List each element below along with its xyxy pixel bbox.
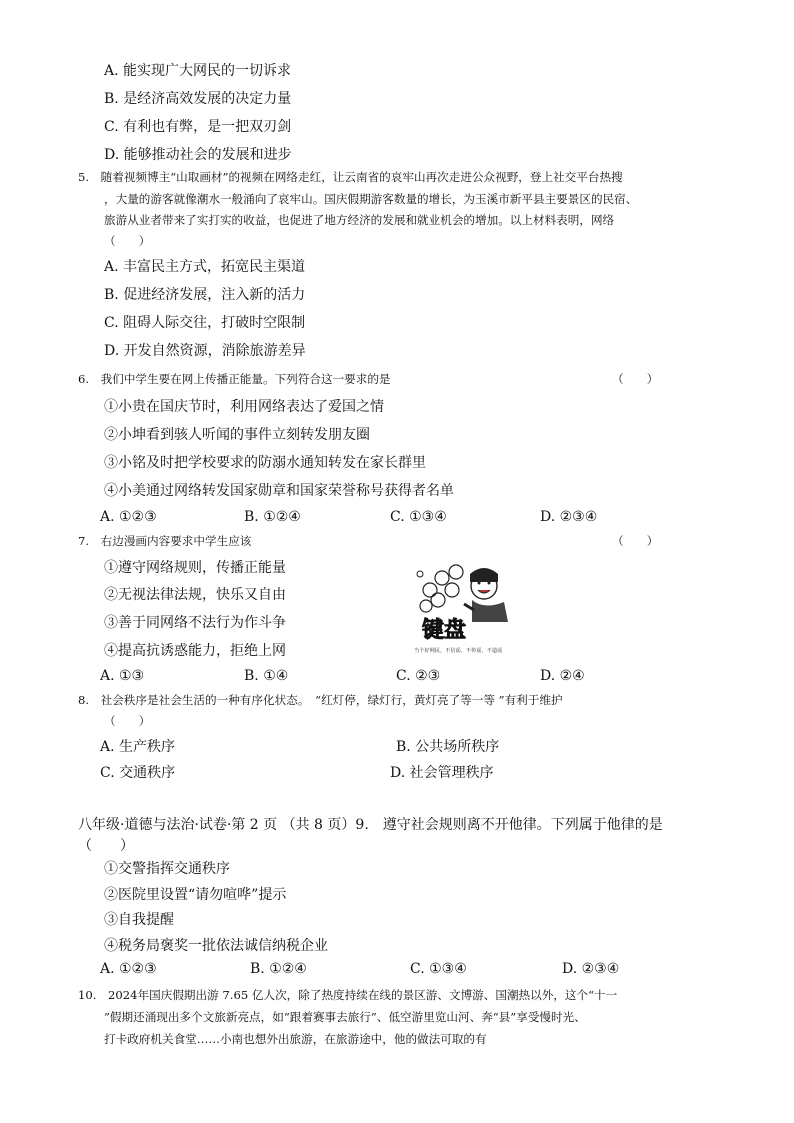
q9-answer-paren: （ ）: [78, 838, 134, 854]
q9-option-b: B. ①②④: [250, 961, 307, 977]
q6-option-b: B. ①②④: [244, 509, 301, 525]
q7-option-a: A. ①③: [100, 668, 145, 684]
q8-option-d: D. 社会管理秩序: [390, 765, 494, 781]
q7-statement-1: ①遵守网络规则，传播正能量: [104, 560, 286, 576]
q8-option-c: C. 交通秩序: [100, 765, 176, 781]
q8-option-b: B. 公共场所秩序: [396, 739, 500, 755]
q4-option-b: B. 是经济高效发展的决定力量: [104, 91, 292, 107]
q6-statement-4: ④小美通过网络转发国家勋章和国家荣誉称号获得者名单: [104, 483, 454, 499]
q8-answer-paren: （ ）: [104, 714, 151, 728]
cartoon-title: 键盘: [422, 618, 467, 643]
q4-option-a: A. 能实现广大网民的一切诉求: [104, 63, 292, 79]
q9-statement-1: ①交警指挥交通秩序: [104, 861, 230, 877]
q5-answer-paren: （ ）: [104, 234, 151, 248]
q7-statement-3: ③善于同网络不法行为作斗争: [104, 615, 286, 631]
q9-statement-3: ③自我提醒: [104, 912, 174, 928]
q9-statement-2: ②医院里设置“请勿喧哗”提示: [104, 887, 287, 903]
q6-answer-paren: （ ）: [612, 372, 659, 386]
q7-option-d: D. ②④: [540, 668, 585, 684]
q7-stem: 7. 右边漫画内容要求中学生应该: [78, 534, 252, 548]
q8-option-a: A. 生产秩序: [100, 739, 176, 755]
q6-statement-2: ②小坤看到骇人听闻的事件立刻转发朋友圈: [104, 427, 370, 443]
q9-statement-4: ④税务局褒奖一批依法诚信纳税企业: [104, 938, 328, 954]
q6-option-c: C. ①③④: [390, 509, 447, 525]
q7-statement-4: ④提高抗诱惑能力，拒绝上网: [104, 643, 286, 659]
q6-statement-3: ③小铭及时把学校要求的防溺水通知转发在家长群里: [104, 455, 426, 471]
q5-option-c: C. 阻碍人际交往，打破时空限制: [104, 315, 306, 331]
q9-option-d: D. ②③④: [562, 961, 620, 977]
q4-option-c: C. 有利也有弊，是一把双刃剑: [104, 119, 292, 135]
q6-option-a: A. ①②③: [100, 509, 157, 525]
q8-stem: 8. 社会秩序是社会生活的一种有序化状态。 “红灯停，绿灯行，黄灯亮了等一等 ”有利于维护: [78, 693, 563, 707]
cartoon-drawing: [412, 560, 516, 656]
q5-option-b: B. 促进经济发展，注入新的活力: [104, 287, 306, 303]
q10-stem-line-2: ”假期还涌现出多个文旅新亮点，如“跟着赛事去旅行”、低空游里览山河、奔“县”享受慢时光、: [104, 1010, 586, 1024]
q5-option-a: A. 丰富民主方式，拓宽民主渠道: [104, 259, 306, 275]
q6-stem: 6. 我们中学生要在网上传播正能量。下列符合这一要求的是: [78, 372, 391, 386]
cartoon-caption: 当个好网民，不信谣，不传谣，不造谣: [414, 648, 503, 654]
q10-stem-line-3: 打卡政府机关食堂……小南也想外出旅游，在旅游途中，他的做法可取的有: [104, 1032, 487, 1046]
q7-answer-paren: （ ）: [612, 534, 659, 548]
q7-option-b: B. ①④: [244, 668, 289, 684]
q4-option-d: D. 能够推动社会的发展和进步: [104, 147, 292, 163]
q5-stem-line-1: 5. 随着视频博主“山取画材”的视频在网络走红，让云南省的哀牢山再次走进公众视野，登上社交平台热搜: [78, 170, 623, 184]
q5-option-d: D. 开发自然资源，消除旅游差异: [104, 343, 306, 359]
q6-option-d: D. ②③④: [540, 509, 598, 525]
q9-option-a: A. ①②③: [100, 961, 157, 977]
q7-statement-2: ②无视法律法规，快乐又自由: [104, 587, 286, 603]
q9-option-c: C. ①③④: [410, 961, 467, 977]
q5-stem-line-3: 旅游从业者带来了实打实的收益，也促进了地方经济的发展和就业机会的增加。以上材料表明，网络: [104, 213, 615, 227]
q10-stem-line-1: 10. 2024年国庆假期出游 7.65 亿人次，除了热度持续在线的景区游、文博游、国潮热以外，这个“十一: [78, 988, 618, 1002]
keyboard-warrior-cartoon: [412, 560, 516, 656]
q9-stem-with-page-footer: 八年级·道德与法治·试卷·第 2 页 （共 8 页）9. 遵守社会规则离不开他律。下列属于他律的是: [78, 817, 663, 833]
q6-statement-1: ①小贵在国庆节时，利用网络表达了爱国之情: [104, 399, 384, 415]
q5-stem-line-2: ，大量的游客就像潮水一般涌向了哀牢山。国庆假期游客数量的增长，为玉溪市新平县主要景区的民宿、: [104, 192, 638, 206]
q7-option-c: C. ②③: [396, 668, 441, 684]
